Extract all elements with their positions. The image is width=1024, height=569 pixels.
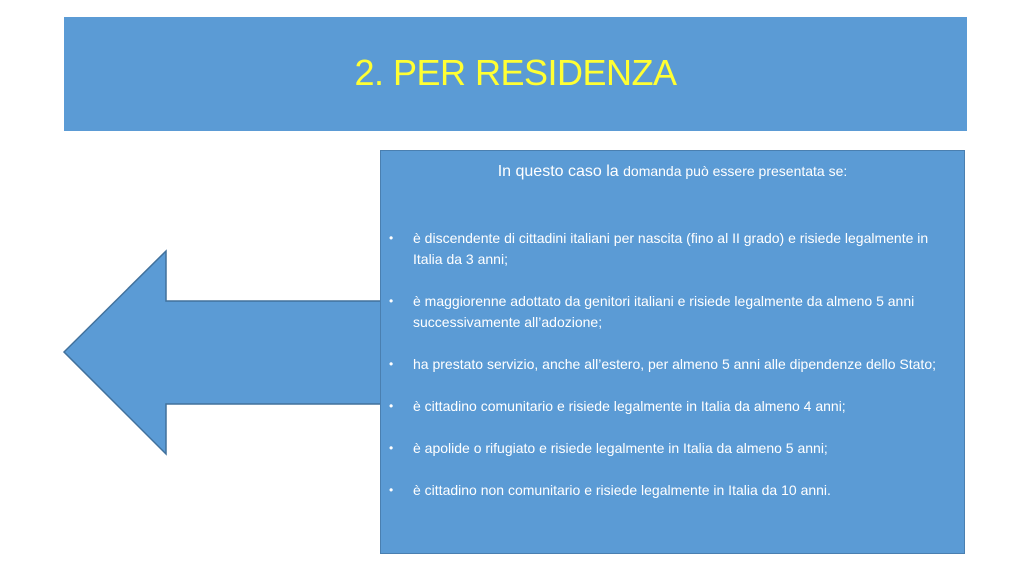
bullet-icon: • [389, 231, 394, 245]
bullet-icon: • [389, 441, 394, 455]
conditions-box [380, 150, 965, 554]
left-arrow-icon [60, 248, 390, 460]
list-item [389, 354, 959, 375]
conditions-list [389, 228, 959, 522]
list-item-text: ha prestato servizio, anche all’estero, per almeno 5 anni alle dipendenze dello Stato; [413, 356, 936, 372]
list-item [389, 480, 959, 501]
list-item-text: è cittadino comunitario e risiede legalmente in Italia da almeno 4 anni; [413, 398, 846, 414]
list-item [389, 396, 959, 417]
intro-text [381, 163, 964, 181]
list-item-text: è discendente di cittadini italiani per nascita (fino al II grado) e risiede legalmente in Italia da 3 anni; [413, 230, 929, 267]
intro-main: In questo caso la [497, 163, 624, 180]
list-item-text: è maggiorenne adottato da genitori italiani e risiede legalmente da almeno 5 anni successivamente all’adozione; [413, 293, 915, 330]
bullet-icon: • [389, 483, 394, 497]
bullet-icon: • [389, 399, 394, 413]
title-banner [64, 17, 967, 131]
bullet-icon: • [389, 357, 394, 371]
bullet-icon: • [389, 294, 394, 308]
intro-small: domanda può essere presentata se: [623, 163, 848, 179]
list-item-text: è cittadino non comunitario e risiede legalmente in Italia da 10 anni. [413, 482, 831, 498]
list-item [389, 438, 959, 459]
list-item-text: è apolide o rifugiato e risiede legalmente in Italia da almeno 5 anni; [413, 440, 828, 456]
slide-title: 2. PER RESIDENZA [354, 52, 677, 93]
list-item [389, 291, 959, 333]
list-item [389, 228, 959, 270]
